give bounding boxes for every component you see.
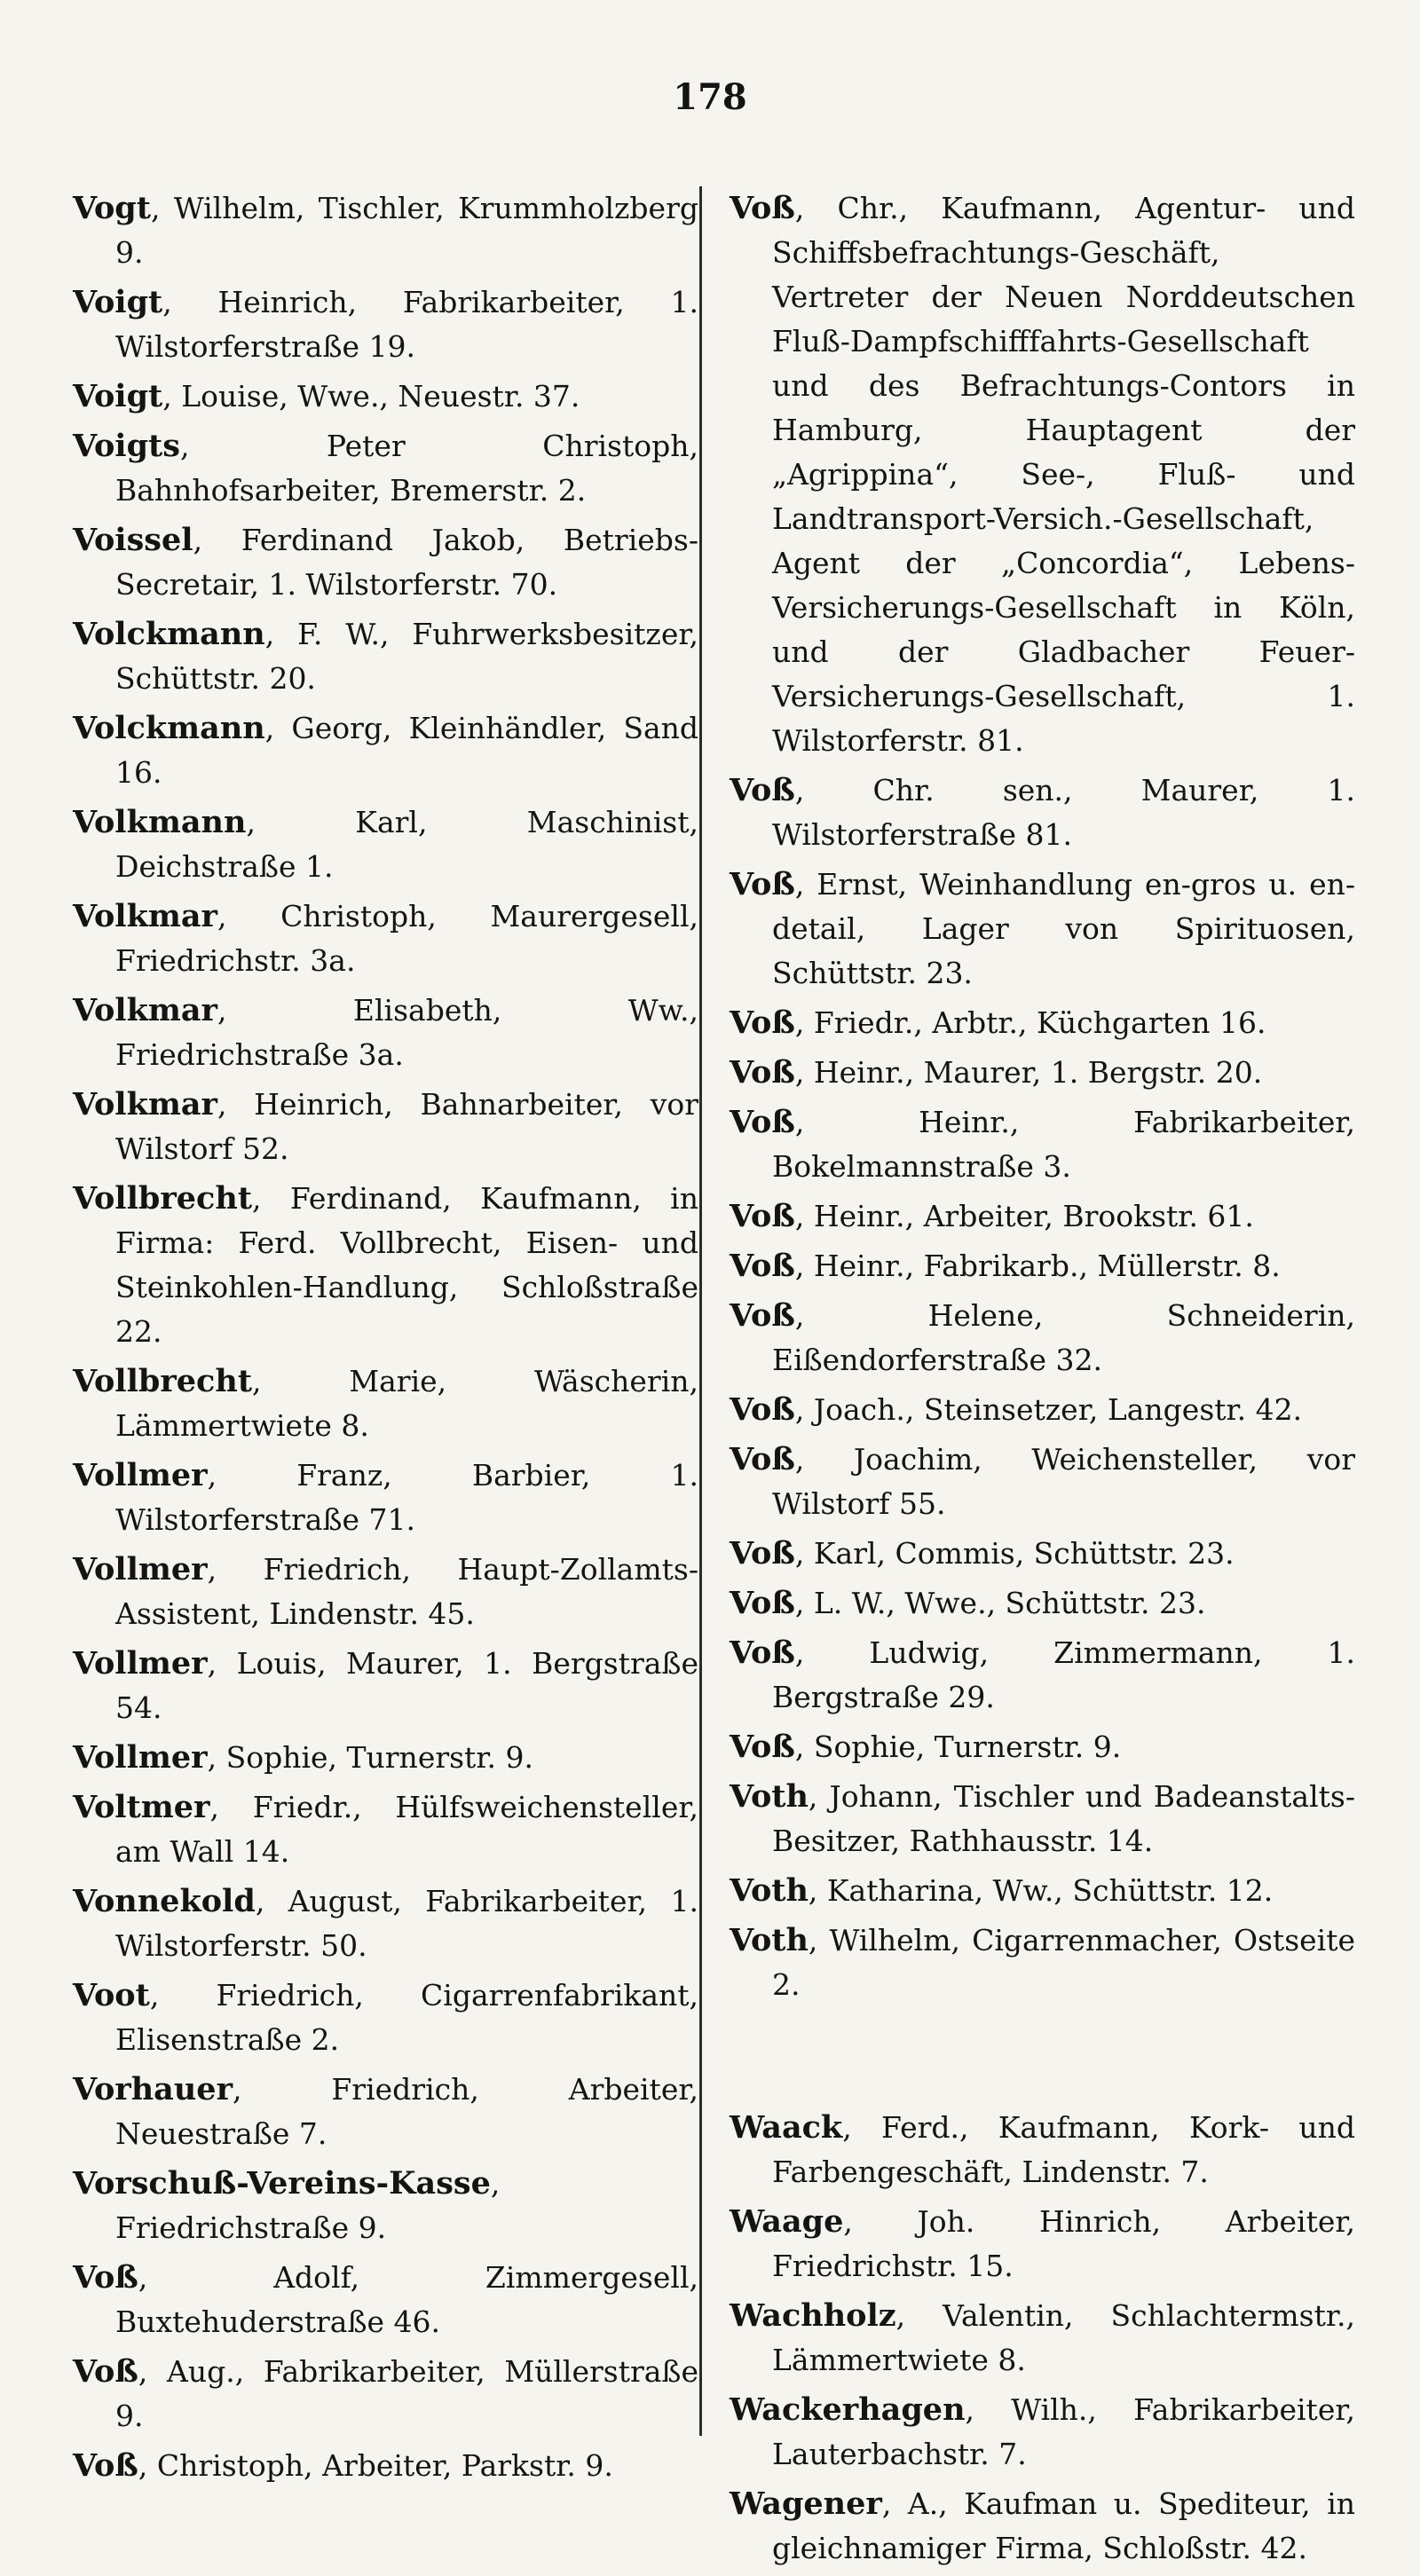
entry-details: , Aug., Fabrikarbeiter, Müllerstraße 9.: [115, 2354, 698, 2433]
entry-surname: Vorhauer: [73, 2071, 233, 2107]
entry-details: , Heinr., Maurer, 1. Bergstr. 20.: [794, 1055, 1263, 1090]
entry-details: , Wilhelm, Tischler, Krummholzberg 9.: [115, 191, 698, 270]
directory-entry: [730, 1532, 1355, 1576]
directory-entry: [730, 768, 1355, 857]
entry-details: , A., Kaufman u. Spediteur, in gleichnamiger Firma, Schloßstr. 42.: [772, 2486, 1355, 2565]
directory-entry: [73, 1177, 698, 1354]
entry-details: , Peter Christoph, Bahnhofsarbeiter, Bremerstr. 2.: [115, 429, 698, 508]
entry-details: , Friedrichstraße 9.: [115, 2166, 501, 2245]
entry-surname: Volkmar: [73, 1086, 217, 1123]
entry-surname: Voß: [730, 1635, 795, 1671]
directory-entry: [73, 2444, 698, 2488]
entry-surname: Vonnekold: [73, 1883, 256, 1919]
entry-details: , Friedrich, Cigarrenfabrikant, Elisenstraße 2.: [115, 1978, 698, 2057]
entry-surname: Voß: [730, 1198, 795, 1234]
entry-surname: Vollmer: [73, 1645, 208, 1682]
entry-details: , Karl, Maschinist, Deichstraße 1.: [115, 805, 698, 884]
directory-entry: [73, 800, 698, 889]
directory-entry: [730, 1100, 1355, 1189]
entry-details: , Georg, Kleinhändler, Sand 16.: [115, 711, 698, 790]
entry-surname: Vollmer: [73, 1551, 208, 1587]
directory-entry: [730, 1194, 1355, 1239]
entry-details: , Sophie, Turnerstr. 9.: [207, 1740, 533, 1775]
section-gap: [730, 2013, 1355, 2106]
entry-surname: Voß: [730, 772, 795, 808]
directory-entry: [730, 863, 1355, 996]
entry-surname: Volkmar: [73, 992, 217, 1028]
entry-details: , Ernst, Weinhandlung en-gros u. en-detail, Lager von Spirituosen, Schüttstr. 23.: [772, 867, 1355, 990]
directory-entry: [730, 2294, 1355, 2383]
directory-entry: [73, 1785, 698, 1874]
entry-surname: Wackerhagen: [730, 2391, 966, 2428]
directory-entry: [73, 989, 698, 1077]
entry-surname: Voigt: [73, 284, 163, 320]
entry-details: , Chr., Kaufmann, Agentur- und Schiffsbefrachtungs-Geschäft, Vertreter der Neuen Norddeutschen Fluß-Dampfschifffahrts-Gesellschaft und des Befrachtungs-Contors in Hamburg, Hauptagent der „Agrippina“, See-, Fluß- und Landtransport-Versich.-Gesellschaft, Agent der „Concordia“, Lebens-Versicherungs-Gesellschaft in Köln, und der Gladbacher Feuer-Versicherungs-Gesellschaft, 1. Wilstorferstr. 81.: [772, 191, 1355, 758]
entry-surname: Waack: [730, 2109, 843, 2146]
directory-entry: [73, 424, 698, 513]
entry-surname: Voß: [73, 2353, 138, 2390]
entry-surname: Vogt: [73, 190, 151, 226]
entry-surname: Waage: [730, 2203, 844, 2240]
entry-details: , Friedr., Hülfsweichensteller, am Wall 14.: [115, 1790, 698, 1869]
directory-entry: [73, 1083, 698, 1171]
column-divider: [699, 186, 702, 2436]
entry-details: , Ferdinand Jakob, Betriebs-Secretair, 1. Wilstorferstr. 70.: [115, 523, 698, 602]
directory-entry: [730, 186, 1355, 763]
entry-surname: Voth: [730, 1872, 809, 1909]
entry-details: , Chr. sen., Maurer, 1. Wilstorferstraße 81.: [772, 773, 1355, 852]
entry-surname: Volkmann: [73, 804, 247, 840]
entry-details: , Friedrich, Haupt-Zollamts-Assistent, Lindenstr. 45.: [115, 1552, 698, 1631]
entry-surname: Voß: [73, 2259, 138, 2296]
directory-entry: [73, 186, 698, 275]
directory-entry: [73, 2162, 698, 2250]
entry-surname: Voß: [730, 190, 795, 226]
entry-details: , Wilhelm, Cigarrenmacher, Ostseite 2.: [772, 1923, 1355, 2002]
directory-entry: [730, 2200, 1355, 2288]
directory-entry: [730, 1725, 1355, 1769]
entry-surname: Voth: [730, 1922, 809, 1958]
directory-entry: [730, 1581, 1355, 1626]
entry-surname: Voot: [73, 1977, 150, 2013]
entry-surname: Volkmar: [73, 898, 217, 934]
entry-surname: Voß: [730, 1729, 795, 1765]
entry-details: , Adolf, Zimmergesell, Buxtehuderstraße 46.: [115, 2260, 698, 2339]
directory-entry: [730, 1438, 1355, 1526]
entry-surname: Vollbrecht: [73, 1363, 252, 1399]
entry-surname: Vollmer: [73, 1457, 208, 1493]
entry-details: , Joachim, Weichensteller, vor Wilstorf 55.: [772, 1442, 1355, 1521]
directory-entry: [730, 1294, 1355, 1383]
entry-details: , Ludwig, Zimmermann, 1. Bergstraße 29.: [772, 1635, 1355, 1714]
entry-surname: Vorschuß-Vereins-Kasse: [73, 2165, 491, 2202]
directory-entry: [73, 612, 698, 701]
directory-entry: [73, 1879, 698, 1968]
entry-surname: Voltmer: [73, 1789, 210, 1825]
entry-details: , Elisabeth, Ww., Friedrichstraße 3a.: [115, 993, 698, 1072]
directory-entry: [73, 1453, 698, 1542]
directory-entry: [730, 2482, 1355, 2571]
directory-entry: [73, 1736, 698, 1780]
entry-surname: Voß: [730, 1004, 795, 1041]
entry-details: , August, Fabrikarbeiter, 1. Wilstorferstr. 50.: [115, 1884, 698, 1963]
entry-surname: Voß: [730, 1054, 795, 1091]
entry-surname: Wagener: [730, 2485, 882, 2522]
directory-entry: [730, 1631, 1355, 1720]
directory-entry: [730, 1775, 1355, 1863]
directory-entry: [73, 518, 698, 607]
entry-details: , F. W., Fuhrwerksbesitzer, Schüttstr. 20.: [115, 617, 698, 696]
directory-entry: [73, 280, 698, 369]
directory-entry: [73, 1973, 698, 2062]
entry-details: , Heinrich, Bahnarbeiter, vor Wilstorf 52.: [115, 1087, 698, 1166]
entry-details: , Heinr., Arbeiter, Brookstr. 61.: [794, 1199, 1254, 1233]
entry-surname: Voß: [730, 1248, 795, 1284]
directory-entry: [730, 1244, 1355, 1288]
entry-details: , L. W., Wwe., Schüttstr. 23.: [794, 1586, 1206, 1620]
section-w-entries: [730, 2106, 1355, 2571]
directory-entry: [73, 1642, 698, 1730]
entry-details: , Karl, Commis, Schüttstr. 23.: [794, 1536, 1235, 1571]
entry-details: , Helene, Schneiderin, Eißendorferstraße 32.: [772, 1298, 1355, 1377]
entry-surname: Voß: [730, 1297, 795, 1334]
entry-details: , Friedr., Arbtr., Küchgarten 16.: [794, 1005, 1266, 1040]
entry-surname: Voß: [730, 1585, 795, 1621]
entry-surname: Voth: [730, 1778, 809, 1815]
directory-entry: [73, 2350, 698, 2438]
directory-entry: [730, 1051, 1355, 1095]
entry-details: , Johann, Tischler und Badeanstalts-Besitzer, Rathhausstr. 14.: [772, 1779, 1355, 1858]
entry-surname: Voß: [730, 1104, 795, 1140]
section-v-entries: [730, 186, 1355, 2007]
entry-surname: Volckmann: [73, 616, 265, 652]
entry-surname: Voß: [730, 1535, 795, 1572]
entry-surname: Voß: [730, 1441, 795, 1477]
directory-entry: [73, 374, 698, 419]
entry-surname: Voß: [730, 866, 795, 902]
entry-details: , Wilh., Fabrikarbeiter, Lauterbachstr. 7.: [772, 2392, 1355, 2471]
entry-details: , Katharina, Ww., Schüttstr. 12.: [808, 1873, 1274, 1908]
directory-entry: [730, 2106, 1355, 2194]
entry-surname: Voß: [73, 2447, 138, 2484]
directory-entry: [73, 706, 698, 795]
entry-details: , Joh. Hinrich, Arbeiter, Friedrichstr. 15.: [772, 2204, 1355, 2283]
entry-details: , Christoph, Arbeiter, Parkstr. 9.: [138, 2448, 613, 2483]
entry-surname: Voigts: [73, 428, 180, 464]
entry-surname: Voß: [730, 1391, 795, 1428]
entry-details: , Ferd., Kaufmann, Kork- und Farbengeschäft, Lindenstr. 7.: [772, 2110, 1355, 2189]
directory-entry: [73, 2068, 698, 2156]
entry-details: , Louis, Maurer, 1. Bergstraße 54.: [115, 1646, 698, 1725]
entry-details: , Louise, Wwe., Neuestr. 37.: [162, 379, 580, 414]
entry-details: , Sophie, Turnerstr. 9.: [794, 1729, 1122, 1764]
page-number: 178: [673, 76, 747, 118]
entry-details: , Franz, Barbier, 1. Wilstorferstraße 71.: [115, 1458, 698, 1537]
entry-details: , Ferdinand, Kaufmann, in Firma: Ferd. Vollbrecht, Eisen- und Steinkohlen-Handlung, Schloßstraße 22.: [115, 1181, 698, 1349]
entry-surname: Voigt: [73, 378, 163, 414]
entry-details: , Marie, Wäscherin, Lämmertwiete 8.: [115, 1364, 698, 1443]
directory-entry: [730, 1001, 1355, 1045]
entry-surname: Voissel: [73, 522, 193, 558]
entry-surname: Vollmer: [73, 1739, 208, 1776]
entry-details: , Friedrich, Arbeiter, Neuestraße 7.: [115, 2072, 698, 2151]
directory-entry: [730, 1918, 1355, 2007]
entry-details: , Heinr., Fabrikarbeiter, Bokelmannstraße 3.: [772, 1105, 1355, 1184]
directory-entry: [73, 1359, 698, 1448]
directory-entry: [73, 2256, 698, 2344]
directory-entry: [73, 894, 698, 983]
entry-details: , Christoph, Maurergesell, Friedrichstr. 3a.: [115, 899, 698, 978]
directory-entry: [73, 1548, 698, 1636]
entry-surname: Vollbrecht: [73, 1180, 252, 1217]
entry-details: , Heinrich, Fabrikarbeiter, 1. Wilstorferstraße 19.: [115, 285, 698, 364]
directory-entry: [730, 1388, 1355, 1432]
entry-details: , Valentin, Schlachtermstr., Lämmertwiete 8.: [772, 2298, 1355, 2377]
entry-surname: Wachholz: [730, 2297, 896, 2334]
directory-entry: [730, 1869, 1355, 1913]
entry-surname: Volckmann: [73, 710, 265, 746]
directory-entry: [730, 2388, 1355, 2477]
left-column: [73, 186, 698, 2493]
right-column: [730, 186, 1355, 2576]
entry-details: , Joach., Steinsetzer, Langestr. 42.: [794, 1392, 1303, 1427]
entry-details: , Heinr., Fabrikarb., Müllerstr. 8.: [794, 1249, 1281, 1283]
